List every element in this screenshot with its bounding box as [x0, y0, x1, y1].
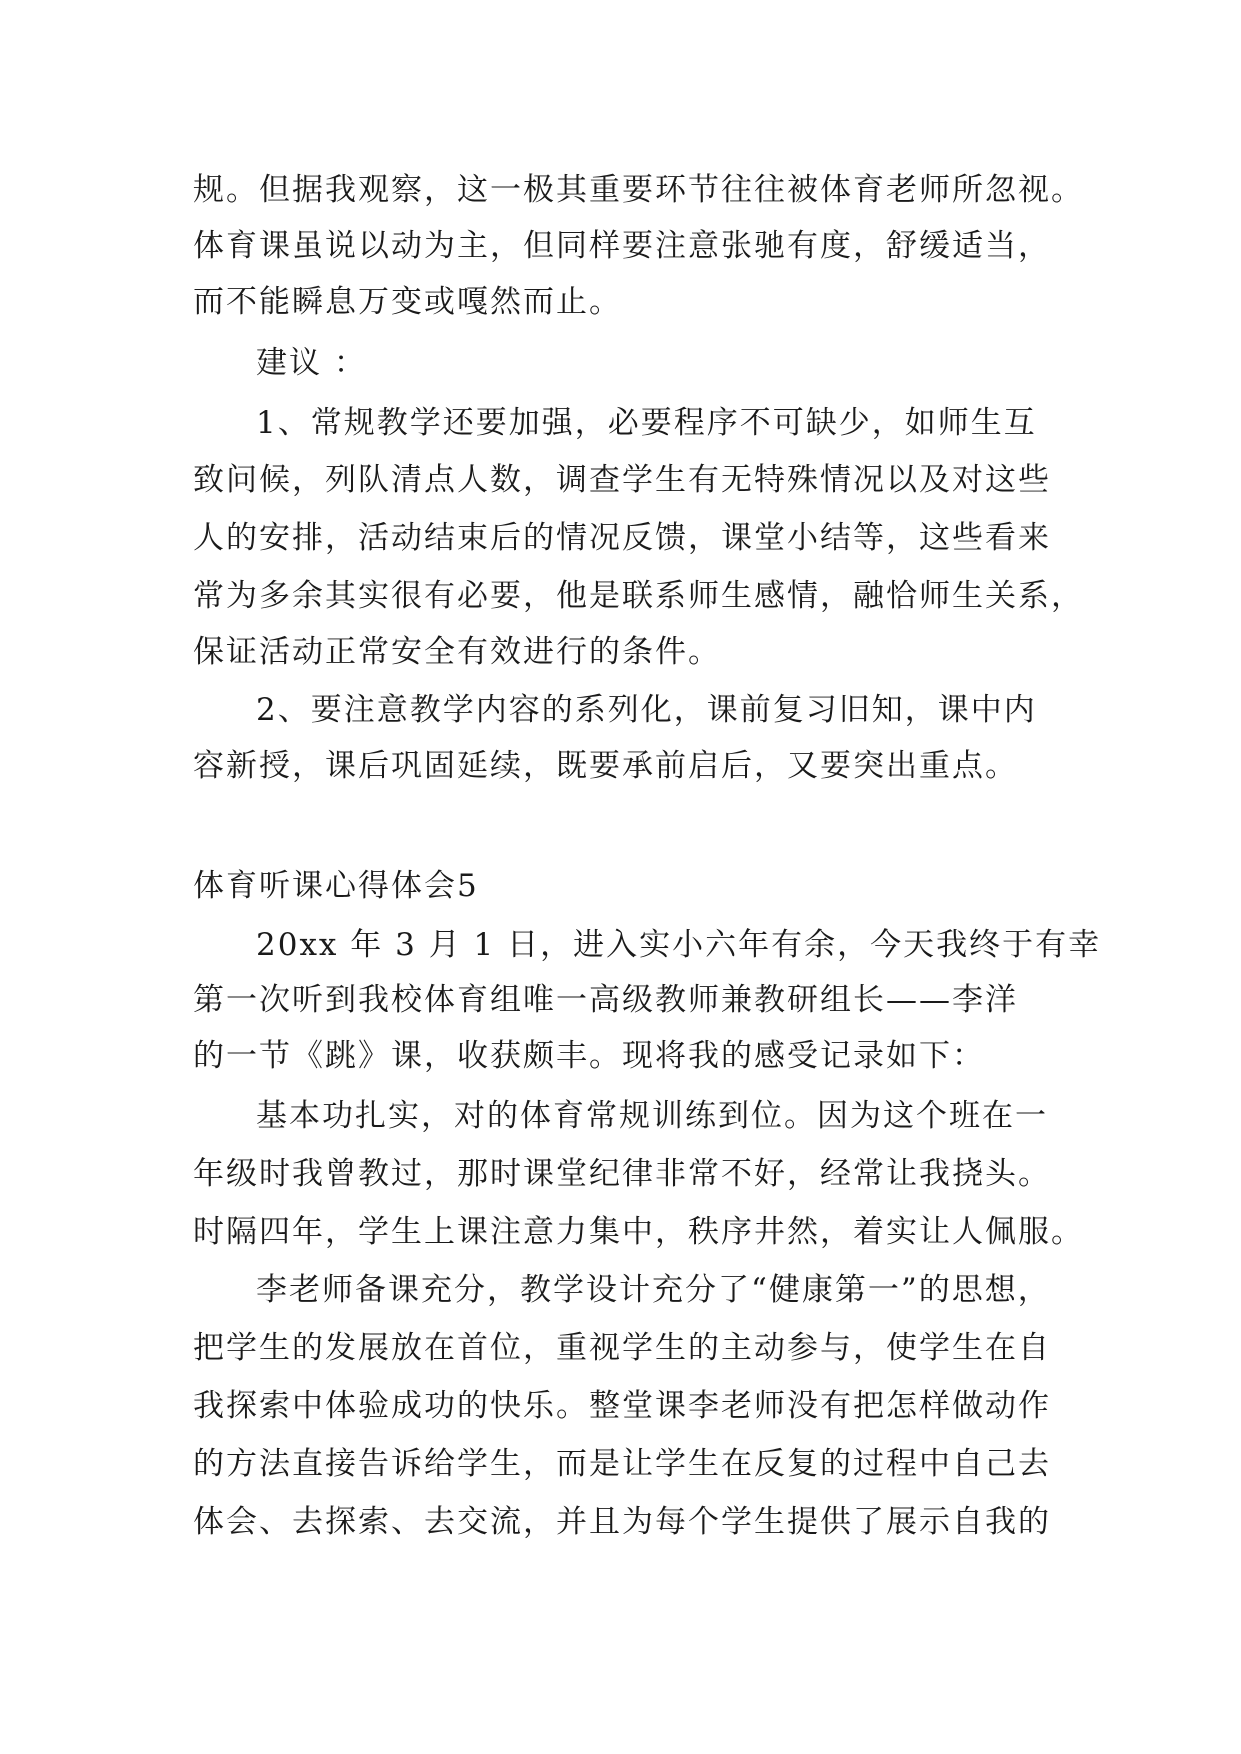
text-line: 20xx 年 3 月 1 日，进入实小六年有余，今天我终于有幸 [256, 927, 1102, 963]
text-line: 1、常规教学还要加强，必要程序不可缺少，如师生互 [256, 405, 1037, 441]
text-line: 人的安排，活动结束后的情况反馈，课堂小结等，这些看来 [193, 520, 1051, 556]
text-line: 建议 ： [256, 345, 367, 381]
text-line: 2、要注意教学内容的系列化，课前复习旧知，课中内 [256, 692, 1037, 728]
text-line: 基本功扎实，对的体育常规训练到位。因为这个班在一 [256, 1098, 1048, 1134]
text-line: 我探索中体验成功的快乐。整堂课李老师没有把怎样做动作 [193, 1388, 1051, 1424]
text-line: 而不能瞬息万变或嘎然而止。 [193, 284, 622, 320]
text-line: 的一节《跳》课，收获颇丰。现将我的感受记录如下： [193, 1038, 985, 1074]
text-line: 体育课虽说以动为主，但同样要注意张驰有度，舒缓适当， [193, 228, 1051, 264]
text-line: 保证活动正常安全有效进行的条件。 [193, 634, 721, 670]
text-line: 常为多余其实很有必要，他是联系师生感情，融恰师生关系， [193, 578, 1084, 614]
text-line: 李老师备课充分，教学设计充分了“健康第一”的思想， [256, 1272, 1051, 1308]
text-line: 年级时我曾教过，那时课堂纪律非常不好，经常让我挠头。 [193, 1156, 1051, 1192]
text-line: 的方法直接告诉给学生，而是让学生在反复的过程中自己去 [193, 1446, 1051, 1482]
text-line: 时隔四年，学生上课注意力集中，秩序井然，着实让人佩服。 [193, 1214, 1084, 1250]
text-line: 第一次听到我校体育组唯一高级教师兼教研组长——李洋 [193, 982, 1018, 1018]
text-line: 体会、去探索、去交流，并且为每个学生提供了展示自我的 [193, 1504, 1051, 1540]
text-line: 把学生的发展放在首位，重视学生的主动参与，使学生在自 [193, 1330, 1051, 1366]
text-line: 容新授，课后巩固延续，既要承前启后，又要突出重点。 [193, 748, 1018, 784]
text-line: 致问候，列队清点人数，调查学生有无特殊情况以及对这些 [193, 462, 1051, 498]
section-heading: 体育听课心得体会5 [193, 868, 479, 904]
text-line: 规。但据我观察，这一极其重要环节往往被体育老师所忽视。 [193, 172, 1084, 208]
